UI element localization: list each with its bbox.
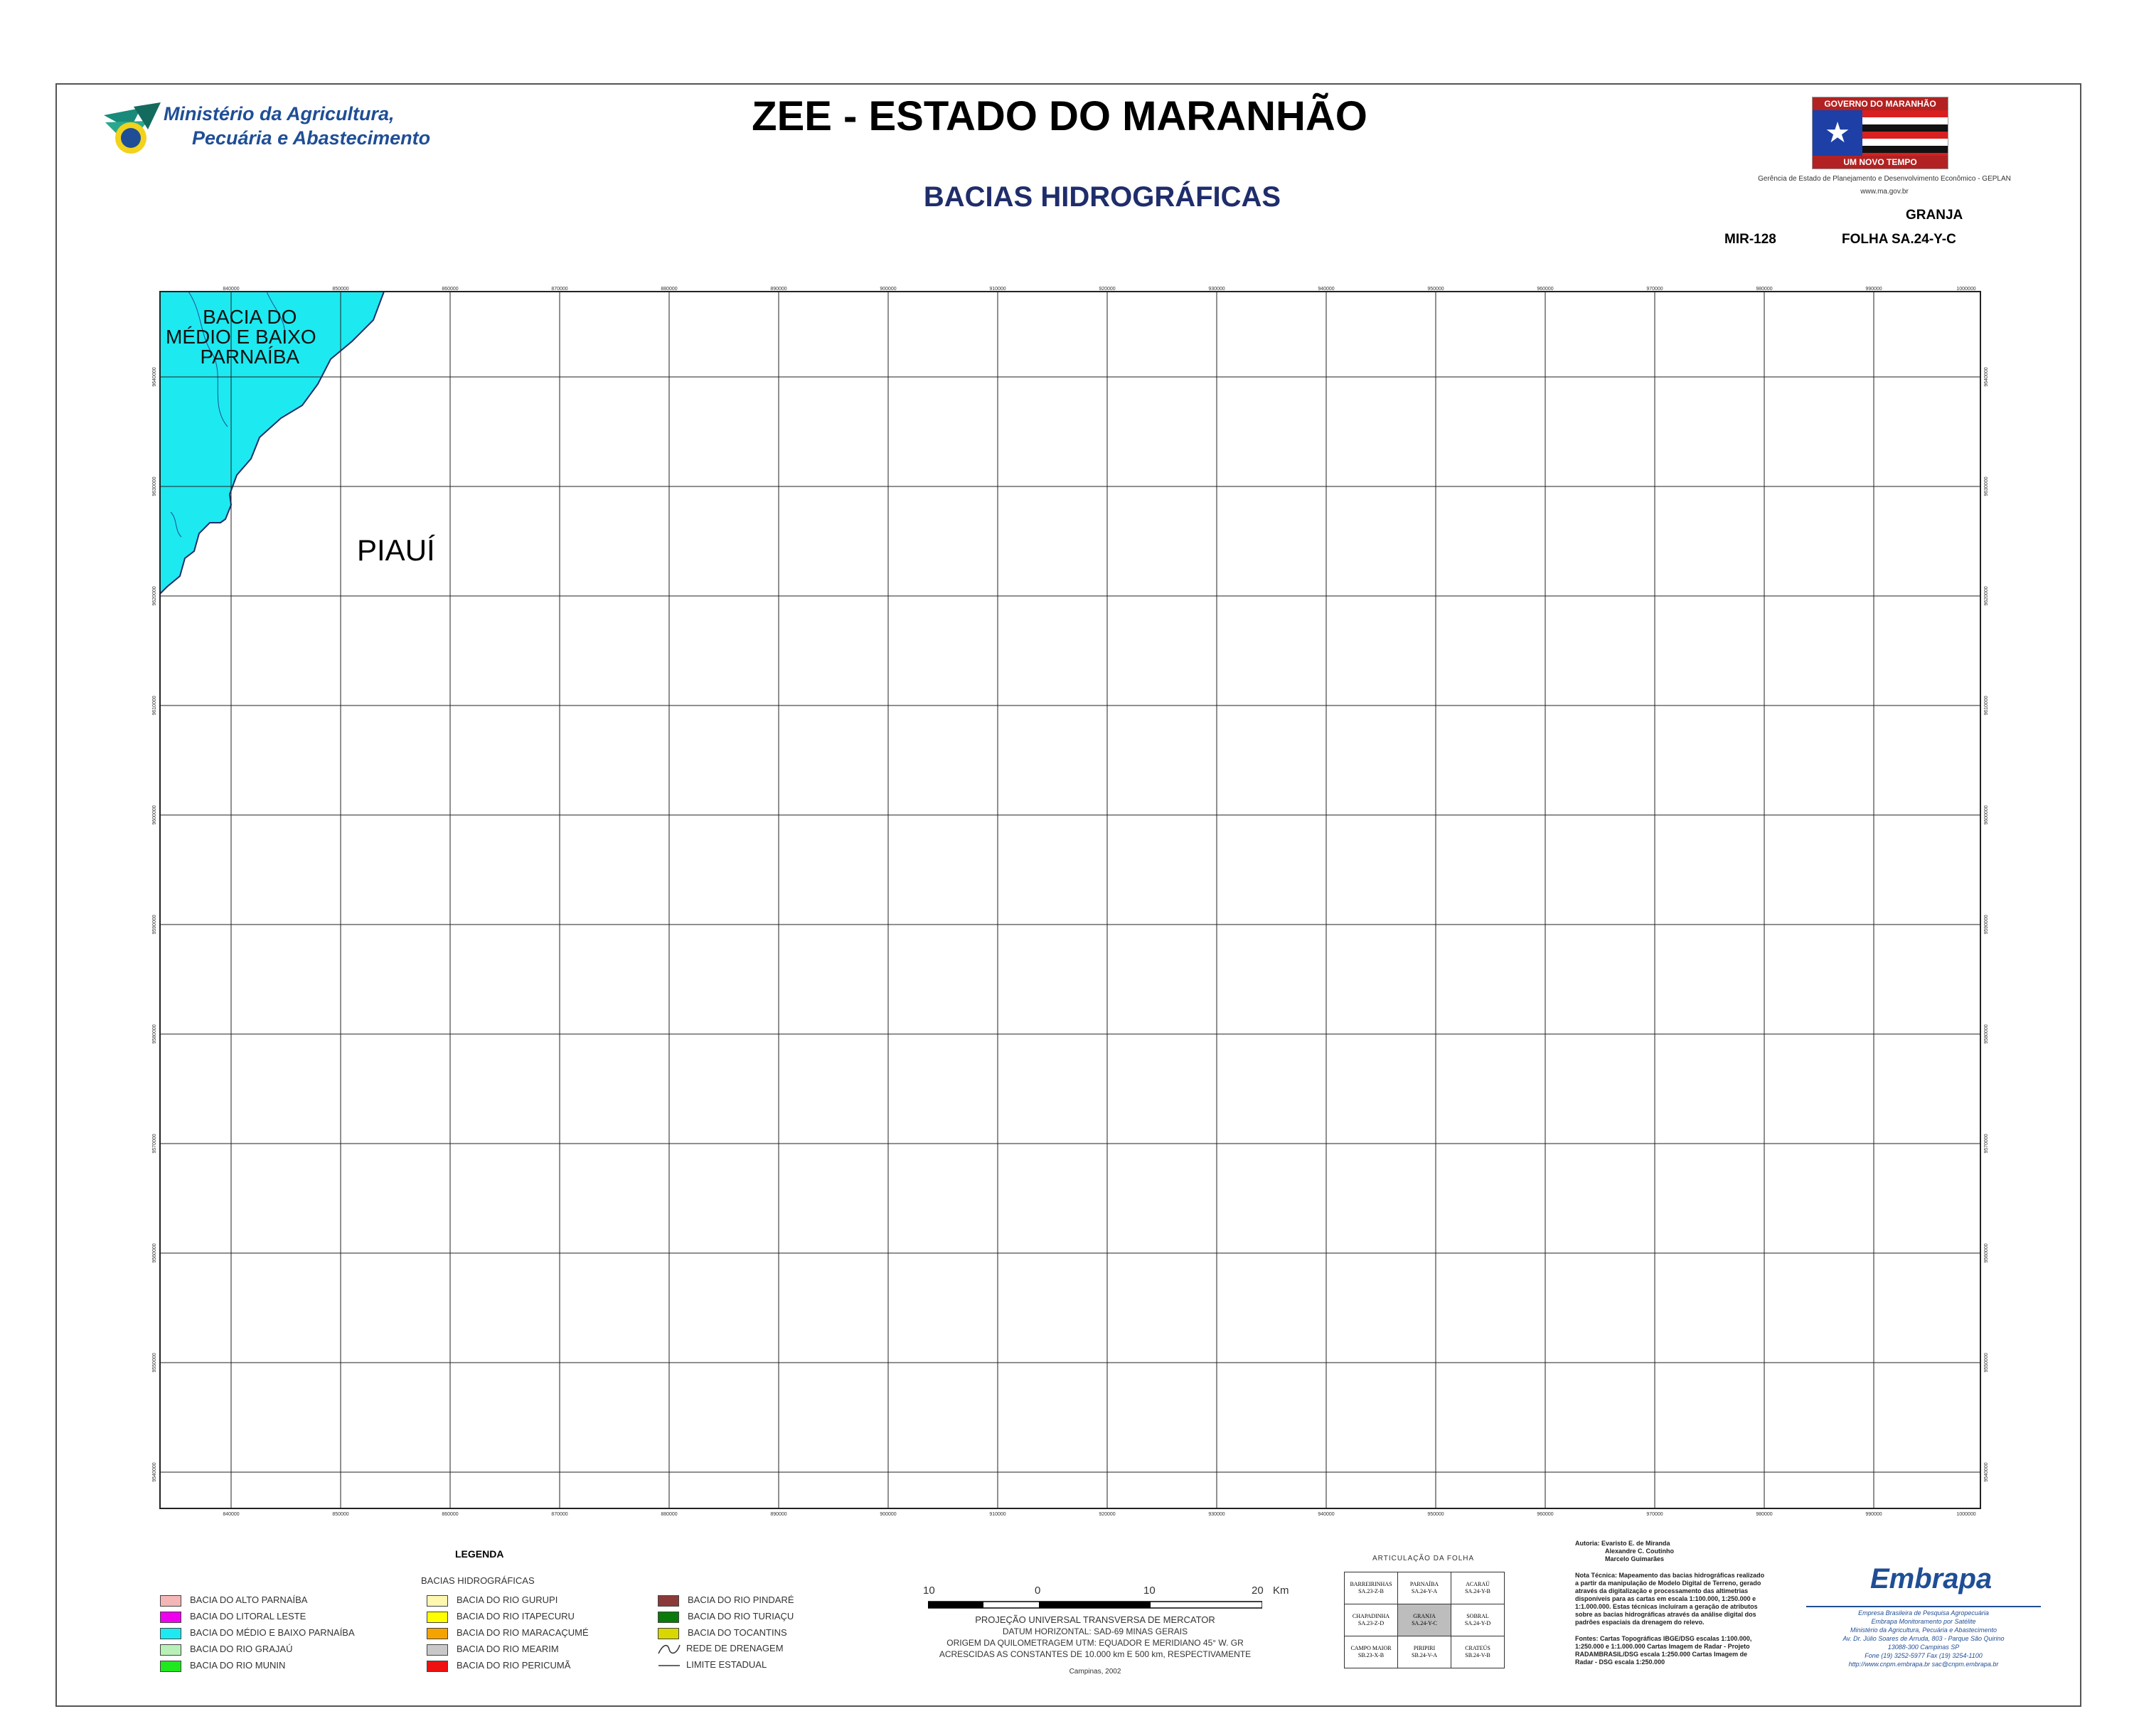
place-date: Campinas, 2002: [1069, 1668, 1121, 1676]
articulation-cell: CHAPADINHA SA.23-Z-D: [1345, 1604, 1398, 1636]
tick-label: 970000: [1646, 1512, 1663, 1517]
legend-label: BACIA DO RIO PERICUMÃ: [457, 1660, 571, 1671]
region-label-line-1: BACIA DO: [203, 306, 297, 328]
legend-swatch: [160, 1661, 181, 1672]
legend-item: [427, 1660, 570, 1673]
legend-label: BACIA DO MÉDIO E BAIXO PARNAÍBA: [190, 1627, 355, 1638]
tick-label: 870000: [551, 287, 568, 292]
tick-label: 880000: [661, 287, 678, 292]
scale-bar: [928, 1600, 1262, 1610]
tick-label: 950000: [1427, 287, 1444, 292]
legend-label: BACIA DO RIO MUNIN: [190, 1660, 286, 1671]
articulation-cell: PARNAÍBA SA.24-Y-A: [1398, 1572, 1451, 1604]
folha-code: FOLHA SA.24-Y-C: [1842, 232, 1956, 247]
legend-swatch: [427, 1612, 448, 1623]
legend-label: BACIA DO RIO GURUPI: [457, 1594, 558, 1605]
page-title: ZEE - ESTADO DO MARANHÃO: [752, 93, 1367, 139]
author: Marcelo Guimarães: [1605, 1555, 1665, 1562]
government-logo: [1812, 97, 1948, 169]
tick-label: 940000: [1318, 1512, 1335, 1517]
constants-text: ACRESCIDAS AS CONSTANTES DE 10.000 km E 500 km, RESPECTIVAMENTE: [939, 1649, 1252, 1659]
tick-label: 960000: [1537, 1512, 1554, 1517]
tick-label: 960000: [1537, 287, 1554, 292]
legend-label: BACIA DO RIO PINDARÉ: [688, 1594, 794, 1605]
scale-label: 10: [1143, 1585, 1156, 1597]
tick-label: 910000: [989, 287, 1006, 292]
articulation-cell: ACARAÚ SA.24-Y-B: [1451, 1572, 1505, 1604]
tick-label: 9610000: [1984, 696, 1989, 715]
legend-swatch: [160, 1628, 181, 1639]
tick-label: 9570000: [152, 1134, 157, 1154]
legend-swatch: [427, 1595, 448, 1607]
legend-item: [160, 1611, 306, 1624]
tick-label: 970000: [1646, 287, 1663, 292]
tick-label: 940000: [1318, 287, 1335, 292]
tick-label: 9630000: [1984, 476, 1989, 496]
state-limit-line-icon: [658, 1660, 681, 1671]
gov-logo-bottom-text: UM NOVO TEMPO: [1813, 156, 1948, 169]
tick-label: 910000: [989, 1512, 1006, 1517]
tick-label: 840000: [223, 1512, 240, 1517]
legend-swatch: [427, 1644, 448, 1656]
tick-label: 920000: [1099, 287, 1116, 292]
legend-swatch: [427, 1628, 448, 1639]
articulation-cell: BARREIRINHAS SA.23-Z-B: [1345, 1572, 1398, 1604]
legend-item: [658, 1611, 794, 1624]
legend-swatch: [658, 1595, 679, 1607]
tick-label: 900000: [880, 287, 897, 292]
tick-label: 930000: [1208, 287, 1225, 292]
legend-swatch: [658, 1612, 679, 1623]
region-label-line-2: MÉDIO E BAIXO: [166, 326, 316, 348]
tick-label: 840000: [223, 287, 240, 292]
tick-label: 9620000: [152, 586, 157, 606]
legend-item-drainage: [658, 1643, 784, 1656]
legend-item: [160, 1660, 285, 1673]
sources-note: Fontes: Cartas Topográficas IBGE/DSG escalas 1:100.000, 1:250.000 e 1:1.000.000 Cartas Imagem de Radar - Projeto RADAMBRASIL/DSG escala 1:250.000 Cartas Imagem de Radar - DSG escala 1:250.000: [1575, 1635, 1752, 1666]
tick-label: 980000: [1756, 287, 1773, 292]
legend-item: [427, 1627, 589, 1640]
region-label-line-3: PARNAÍBA: [200, 346, 300, 368]
tick-label: 9640000: [1984, 367, 1989, 387]
gov-logo-top-text: GOVERNO DO MARANHÃO: [1813, 97, 1948, 110]
author: Alexandre C. Coutinho: [1605, 1548, 1675, 1555]
legend-item: [427, 1611, 575, 1624]
legend-item: [658, 1594, 794, 1607]
tick-label: 900000: [880, 1512, 897, 1517]
tick-label: 9600000: [1984, 805, 1989, 825]
map-background: [160, 292, 1980, 1508]
legend-label: LIMITE ESTADUAL: [686, 1659, 767, 1670]
tick-label: 9540000: [1984, 1462, 1989, 1482]
legend-label: BACIA DO RIO TURIAÇU: [688, 1611, 794, 1621]
legend-label: BACIA DO LITORAL LESTE: [190, 1611, 306, 1621]
tick-label: 860000: [442, 287, 459, 292]
credits-notes: [1575, 1540, 1767, 1666]
legend-label: BACIA DO RIO MEARIM: [457, 1644, 559, 1654]
legend-swatch: [160, 1612, 181, 1623]
tick-label: 1000000: [1956, 287, 1976, 292]
state-label-piaui: PIAUÍ: [357, 533, 435, 567]
legend-label: BACIA DO RIO MARACAÇUMÉ: [457, 1627, 589, 1638]
mir-code: MIR-128: [1724, 232, 1776, 247]
legend-item-state-limit: [658, 1659, 767, 1672]
tick-label: 9590000: [1984, 915, 1989, 934]
scale-label: 10: [923, 1585, 935, 1597]
legend-swatch: [160, 1644, 181, 1656]
legend-title: LEGENDA: [455, 1548, 504, 1560]
tick-label: 9580000: [1984, 1024, 1989, 1044]
legend-label: REDE DE DRENAGEM: [686, 1643, 784, 1654]
legend-label: BACIA DO TOCANTINS: [688, 1627, 787, 1638]
articulation-cell: CRATEÚS SB.24-V-B: [1451, 1636, 1505, 1668]
projection-text: PROJEÇÃO UNIVERSAL TRANSVERSA DE MERCATOR: [975, 1614, 1215, 1625]
tick-label: 9620000: [1984, 586, 1989, 606]
tick-label: 9550000: [1984, 1353, 1989, 1373]
legend-label: BACIA DO RIO GRAJAÚ: [190, 1644, 293, 1654]
ministry-name: [164, 102, 430, 150]
ministry-line-1: Ministério da Agricultura,: [164, 103, 395, 124]
legend-item: [658, 1627, 787, 1640]
legend-item: [160, 1627, 355, 1640]
legend-swatch: [160, 1595, 181, 1607]
tick-label: 9590000: [152, 915, 157, 934]
articulation-table: [1344, 1572, 1505, 1668]
region-label: [166, 306, 316, 368]
tick-label: 9580000: [152, 1024, 157, 1044]
tick-label: 920000: [1099, 1512, 1116, 1517]
origin-text: ORIGEM DA QUILOMETRAGEM UTM: EQUADOR E MERIDIANO 45° W. GR: [946, 1638, 1244, 1648]
articulation-cell: SOBRAL SA.24-Y-D: [1451, 1604, 1505, 1636]
tick-label: 850000: [332, 1512, 349, 1517]
projection-info: [896, 1614, 1294, 1660]
ministry-line-2: Pecuária e Abastecimento: [192, 127, 431, 149]
tick-label: 1000000: [1956, 1512, 1976, 1517]
gov-site: www.ma.gov.br: [1860, 188, 1909, 196]
tick-label: 870000: [551, 1512, 568, 1517]
tick-label: 9570000: [1984, 1134, 1989, 1154]
tick-label: 990000: [1865, 1512, 1882, 1517]
scale-label: 0: [1035, 1585, 1041, 1597]
tick-label: 9560000: [152, 1243, 157, 1263]
star-icon: ★: [1813, 110, 1862, 156]
tick-label: 990000: [1865, 287, 1882, 292]
scale-unit: Km: [1273, 1585, 1289, 1597]
tick-label: 880000: [661, 1512, 678, 1517]
tick-label: 950000: [1427, 1512, 1444, 1517]
embrapa-info: Empresa Brasileira de Pesquisa Agropecuária Embrapa Monitoramento por Satélite Ministério da Agricultura, Pecuária e Abastecimento Av. Dr. Júlio Soares de Arruda, 803 - Parque São Quirino 13088-300 Campinas SP Fone (19) 3252-5977 Fax (19) 3254-1100 http://www.cnpm.embrapa.br sac@cnpm.embrapa.br: [1842, 1609, 2005, 1668]
sheet-name: GRANJA: [1906, 208, 1963, 223]
embrapa-logo: Embrapa: [1870, 1563, 1993, 1594]
legend-subtitle: BACIAS HIDROGRÁFICAS: [421, 1575, 535, 1586]
authors-block: Autoria: Evaristo E. de Miranda: [1575, 1540, 1670, 1547]
technical-note: Nota Técnica: Mapeamento das bacias hidrográficas realizado a partir da manipulação de Modelo Digital de Terreno, gerado através da digitalização e processamento das altimetrias disponíveis para as cartas em escala 1:100.000, 1:250.000 e 1:1.000.000. Estas técnicas incluíram a geração de atributos sobre as bacias hidrográficas através da análise digital dos padrões espaciais da drenagem do relevo.: [1575, 1572, 1765, 1626]
ministry-logo-icon: [98, 101, 164, 166]
legend-item: [427, 1644, 559, 1656]
articulation-cell: CAMPO MAIOR SB.23-X-B: [1345, 1636, 1398, 1668]
tick-label: 930000: [1208, 1512, 1225, 1517]
tick-label: 9540000: [152, 1462, 157, 1482]
legend-swatch: [427, 1661, 448, 1672]
articulation-label: ARTICULAÇÃO DA FOLHA: [1372, 1555, 1475, 1562]
tick-label: 9610000: [152, 696, 157, 715]
legend-item: [160, 1644, 292, 1656]
legend-item: [427, 1594, 558, 1607]
datum-text: DATUM HORIZONTAL: SAD-69 MINAS GERAIS: [1002, 1626, 1188, 1636]
tick-label: 980000: [1756, 1512, 1773, 1517]
tick-label: 9630000: [152, 476, 157, 496]
tick-label: 9640000: [152, 367, 157, 387]
legend-item: [160, 1594, 307, 1607]
tick-label: 890000: [770, 287, 787, 292]
legend-swatch: [658, 1628, 679, 1639]
legend-label: BACIA DO RIO ITAPECURU: [457, 1611, 575, 1621]
scale-label: 20: [1252, 1585, 1264, 1597]
map-canvas[interactable]: [152, 287, 1989, 1517]
tick-label: 9550000: [152, 1353, 157, 1373]
legend-label: BACIA DO ALTO PARNAÍBA: [190, 1594, 308, 1605]
map-subtitle: BACIAS HIDROGRÁFICAS: [923, 181, 1281, 213]
tick-label: 850000: [332, 287, 349, 292]
articulation-cell-current: GRANJA SA.24-Y-C: [1398, 1604, 1451, 1636]
tick-label: 890000: [770, 1512, 787, 1517]
tick-label: 9600000: [152, 805, 157, 825]
articulation-cell: PIRIPIRI SB.24-V-A: [1398, 1636, 1451, 1668]
tick-label: 9560000: [1984, 1243, 1989, 1263]
tick-label: 860000: [442, 1512, 459, 1517]
gov-agency: Gerência de Estado de Planejamento e Desenvolvimento Econômico - GEPLAN: [1758, 175, 2011, 183]
embrapa-divider: [1806, 1606, 2041, 1607]
drainage-line-icon: [658, 1644, 681, 1655]
